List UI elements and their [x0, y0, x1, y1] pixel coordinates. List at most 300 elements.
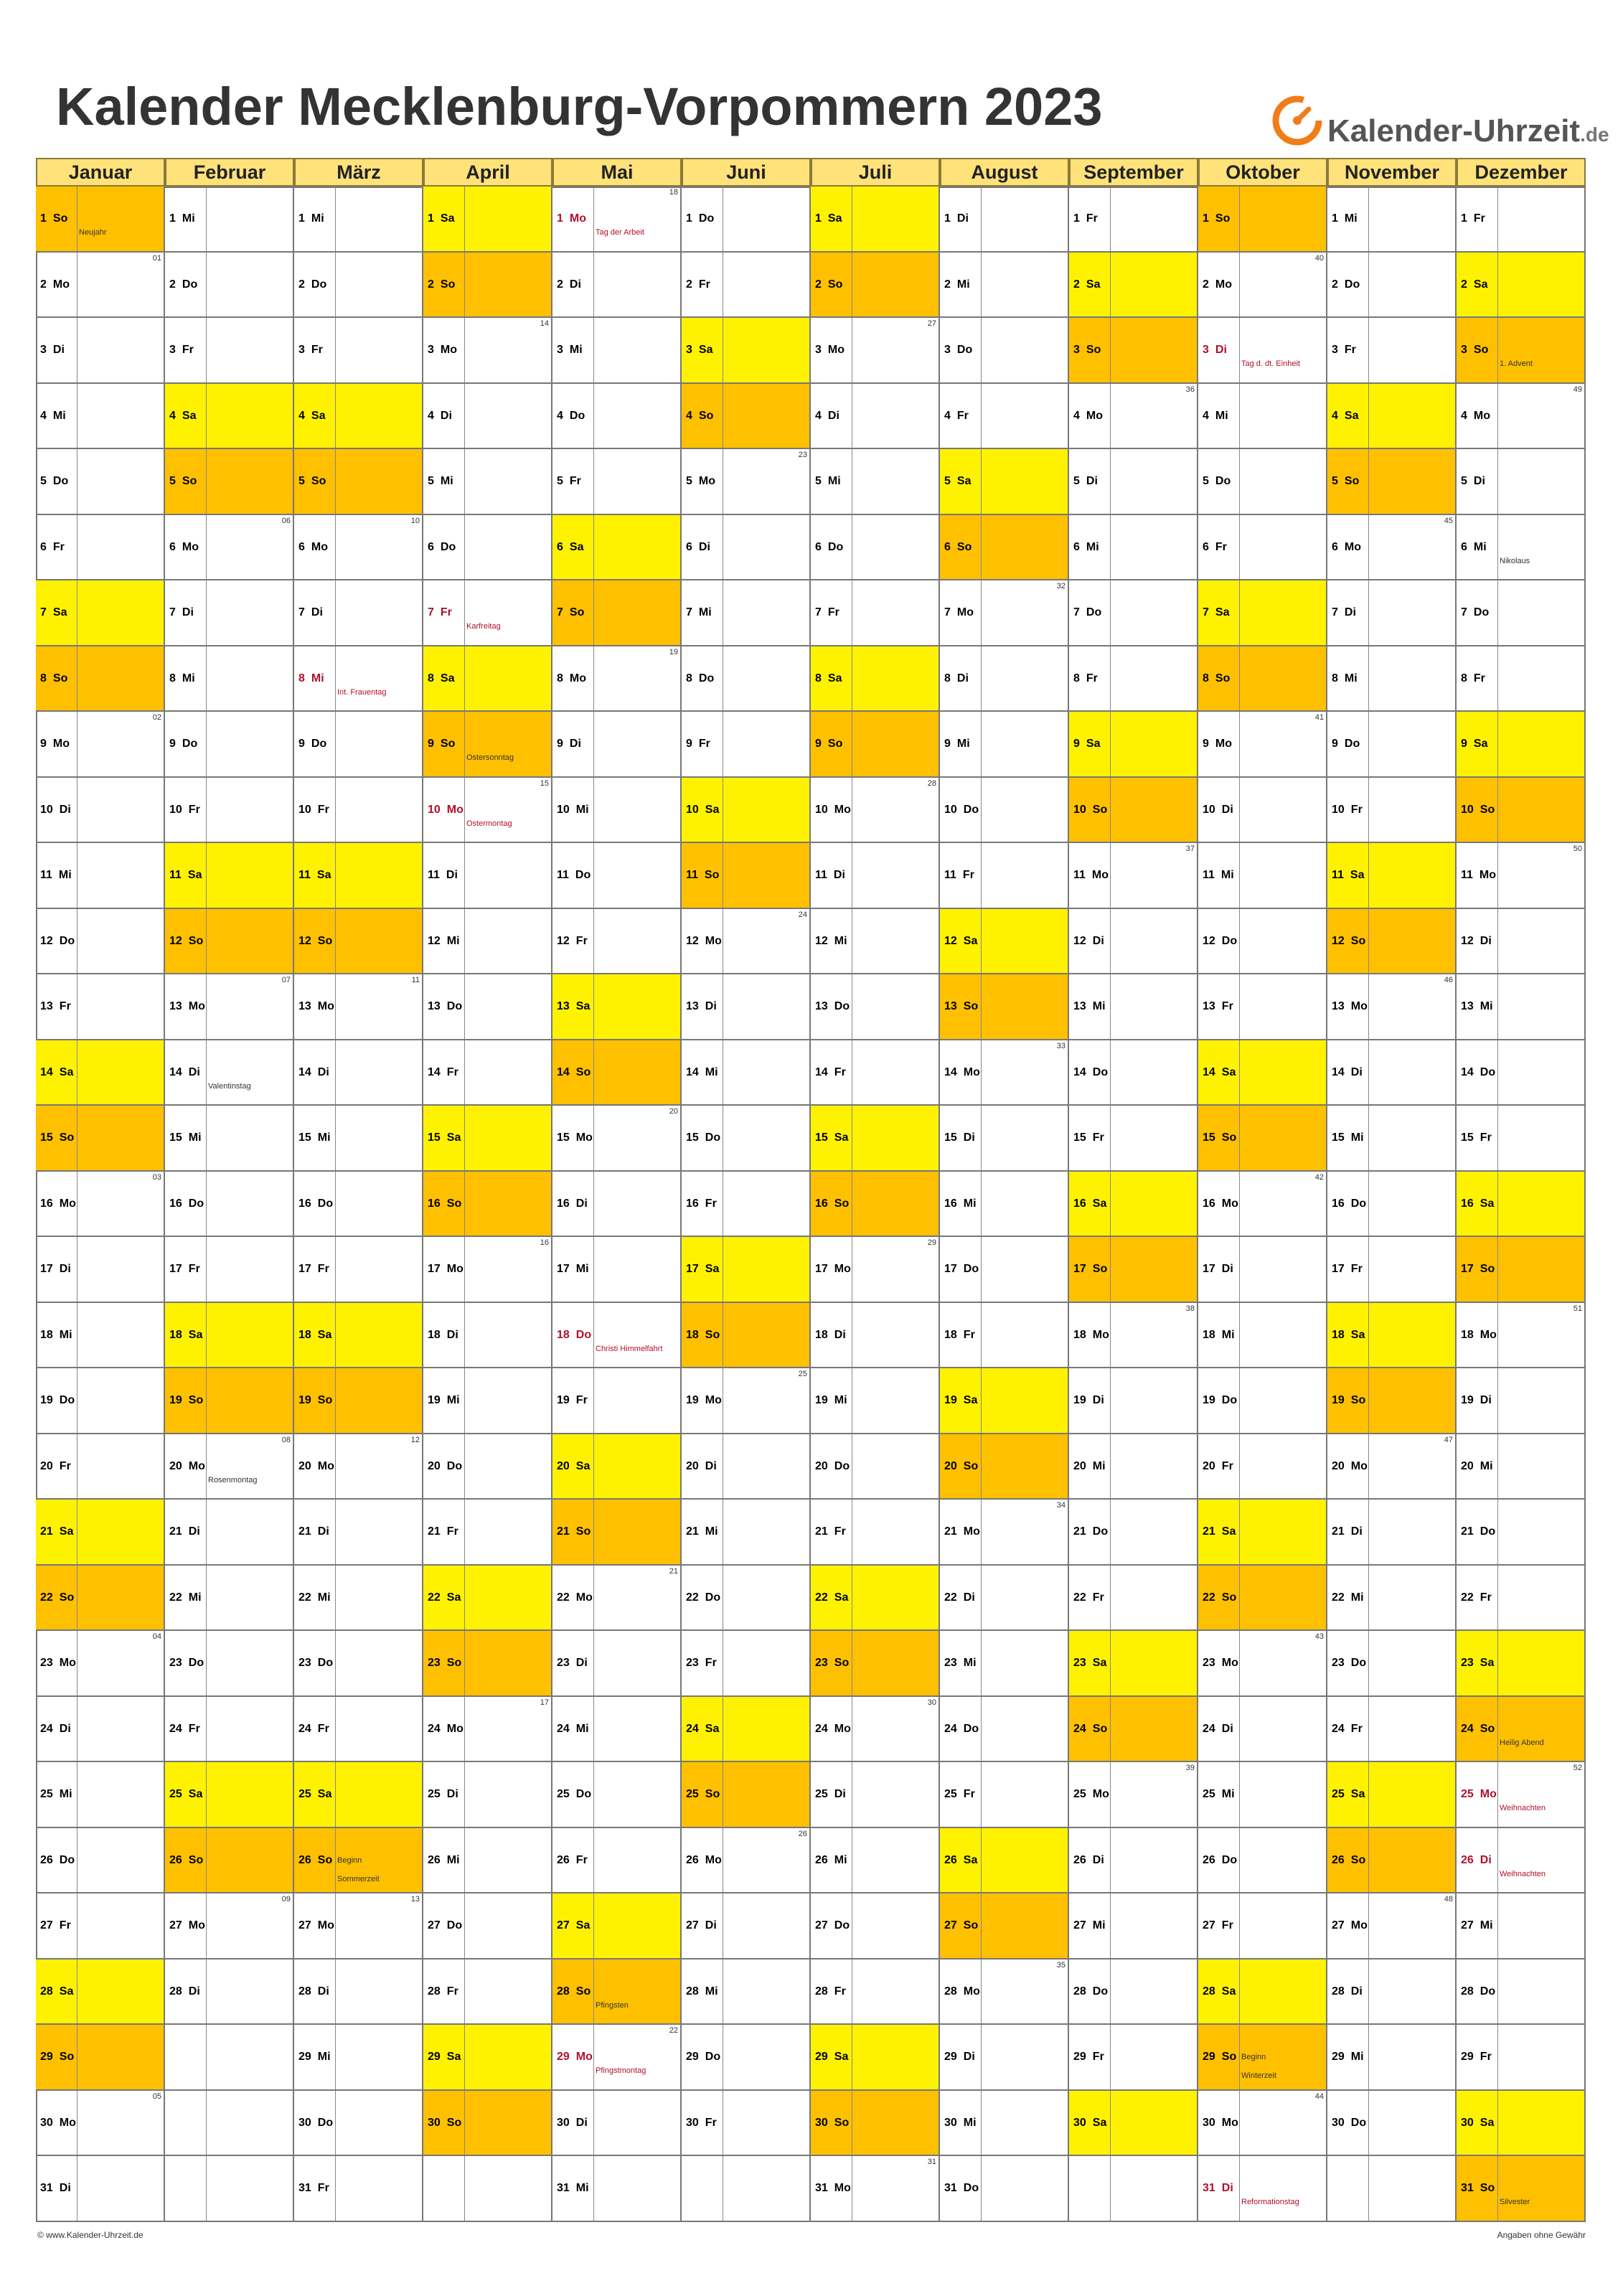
weekday-abbr: Fr — [1479, 1131, 1492, 1144]
year-calendar-grid — [36, 158, 1586, 2229]
day-cell — [423, 646, 552, 712]
weekday-abbr: Di — [188, 1525, 200, 1538]
day-number: 10 — [40, 803, 53, 816]
day-label — [298, 1000, 334, 1013]
day-number: 15 — [1461, 1131, 1474, 1144]
day-label — [815, 278, 842, 291]
day-number: 14 — [944, 1065, 957, 1078]
day-cell — [940, 1959, 1069, 2026]
day-number: 29 — [815, 2051, 828, 2063]
week-number: 09 — [281, 1895, 291, 1904]
weekday-abbr: Mo — [1091, 869, 1109, 881]
holiday-label: Beginn Winterzeit — [1241, 2053, 1276, 2080]
day-number: 26 — [944, 1853, 957, 1866]
month-header: Mai — [552, 158, 682, 187]
day-cell — [552, 1237, 682, 1303]
weekday-abbr: Fr — [575, 934, 588, 947]
weekday-abbr: Mi — [1215, 409, 1228, 422]
month-header: Oktober — [1198, 158, 1327, 187]
day-label — [1461, 1460, 1493, 1473]
day-number: 27 — [1332, 1919, 1345, 1932]
day-number: 12 — [40, 934, 53, 947]
day-cell — [940, 1893, 1069, 1959]
weekday-abbr: Mo — [446, 1263, 464, 1275]
weekday-abbr: Sa — [1215, 606, 1230, 618]
day-cell — [1198, 2156, 1327, 2222]
day-number: 16 — [40, 1197, 53, 1210]
holiday-label: Neujahr — [79, 228, 107, 237]
day-label — [686, 344, 712, 357]
week-number: 48 — [1444, 1895, 1453, 1904]
weekday-abbr: Mi — [705, 1065, 718, 1078]
weekday-abbr: So — [569, 606, 585, 618]
day-number: 9 — [1461, 738, 1467, 750]
day-number: 26 — [169, 1853, 182, 1866]
day-cell — [36, 253, 165, 319]
day-number: 15 — [1073, 1131, 1086, 1144]
day-cell — [294, 778, 423, 844]
weekday-abbr: Sa — [1479, 2116, 1495, 2129]
day-label — [428, 278, 455, 291]
weekday-abbr: Mo — [834, 1263, 851, 1275]
day-number: 25 — [169, 1788, 182, 1800]
day-cell — [165, 1697, 294, 1763]
logo-name: Kalender-Uhrzeit — [1327, 113, 1581, 149]
day-number: 22 — [944, 1591, 957, 1604]
weekday-abbr: So — [1350, 1853, 1366, 1866]
day-label — [686, 1329, 720, 1342]
day-cell — [1198, 1631, 1327, 1697]
weekday-abbr: Do — [1344, 738, 1360, 750]
weekday-abbr: So — [59, 1131, 75, 1144]
weekday-abbr: Fr — [956, 409, 969, 422]
day-cell — [811, 1631, 940, 1697]
day-cell — [1457, 187, 1586, 253]
day-label — [298, 1854, 332, 1867]
day-number: 17 — [1073, 1263, 1086, 1275]
day-label — [1332, 869, 1365, 882]
day-label — [428, 1329, 458, 1342]
day-number: 27 — [40, 1919, 53, 1932]
day-number: 5 — [1073, 475, 1080, 487]
day-number: 18 — [557, 1328, 570, 1341]
day-number: 28 — [557, 1985, 570, 1998]
day-label — [428, 804, 464, 817]
weekday-abbr: So — [704, 869, 720, 881]
day-number: 27 — [428, 1919, 441, 1932]
weekday-abbr: Fr — [1350, 803, 1363, 816]
day-number: 8 — [1203, 672, 1209, 684]
day-cell — [36, 318, 165, 384]
day-label — [1203, 1131, 1236, 1144]
weekday-abbr: Fr — [1350, 1722, 1363, 1735]
weekday-abbr: Di — [188, 1985, 200, 1998]
day-label — [1203, 475, 1231, 488]
day-cell — [1457, 646, 1586, 712]
weekday-abbr: Sa — [446, 1131, 461, 1144]
weekday-abbr: Do — [1350, 1657, 1367, 1669]
weekday-abbr: So — [317, 934, 333, 947]
weekday-abbr: Mi — [575, 803, 589, 816]
day-number: 2 — [40, 278, 47, 291]
holiday-label: Karfreitag — [466, 622, 501, 631]
day-number: 28 — [1203, 1985, 1215, 1998]
day-number: 29 — [1203, 2051, 1215, 2063]
day-cell — [682, 1697, 811, 1763]
empty-cell — [165, 2091, 294, 2157]
day-number: 26 — [40, 1853, 53, 1866]
weekday-abbr: Sa — [1473, 278, 1488, 291]
page-title: Kalender Mecklenburg-Vorpommern 2023 — [56, 77, 1103, 136]
day-label — [40, 672, 67, 685]
weekday-abbr: Fr — [317, 803, 329, 816]
day-label — [686, 1131, 720, 1144]
day-number: 28 — [1073, 1985, 1086, 1998]
day-number: 3 — [944, 344, 951, 356]
day-cell — [1069, 2025, 1198, 2091]
weekday-abbr: Fr — [963, 1788, 975, 1800]
day-label — [1073, 804, 1107, 817]
day-number: 6 — [557, 540, 563, 553]
weekday-abbr: Di — [569, 278, 581, 291]
day-cell — [1327, 1434, 1457, 1500]
weekday-abbr: Mo — [1215, 278, 1233, 291]
day-number: 27 — [686, 1919, 699, 1932]
weekday-abbr: So — [440, 278, 456, 291]
day-label — [428, 1460, 462, 1473]
day-number: 30 — [1461, 2116, 1474, 2129]
day-label — [428, 738, 455, 751]
empty-cell — [1327, 2156, 1457, 2222]
weekday-abbr: So — [575, 1525, 591, 1538]
day-cell — [552, 646, 682, 712]
day-label — [298, 1788, 331, 1801]
day-number: 2 — [1203, 278, 1209, 291]
day-cell — [1327, 1368, 1457, 1434]
day-cell — [36, 1040, 165, 1106]
weekday-abbr: So — [834, 1197, 850, 1210]
day-label — [815, 1460, 850, 1473]
day-cell — [294, 1762, 423, 1828]
day-number: 19 — [1461, 1394, 1474, 1406]
day-label — [815, 2051, 848, 2064]
day-number: 12 — [686, 934, 699, 947]
day-number: 26 — [1461, 1853, 1474, 1866]
day-cell — [294, 1697, 423, 1763]
weekday-abbr: So — [1215, 672, 1231, 684]
day-cell — [1327, 646, 1457, 712]
day-label — [40, 1788, 72, 1801]
weekday-abbr: Mi — [956, 738, 970, 750]
day-cell — [682, 843, 811, 909]
day-number: 16 — [298, 1197, 311, 1210]
month-header: Juni — [682, 158, 811, 187]
day-cell — [1198, 515, 1327, 581]
day-label — [944, 1985, 980, 1998]
weekday-abbr: Mo — [446, 803, 464, 816]
weekday-abbr: Do — [311, 738, 327, 750]
day-number: 20 — [686, 1459, 699, 1472]
weekday-abbr: Di — [833, 869, 845, 881]
day-cell — [682, 580, 811, 646]
day-label — [1203, 1198, 1238, 1210]
day-label — [298, 672, 324, 685]
week-number: 37 — [1185, 844, 1195, 853]
holiday-label: Beginn Sommerzeit — [337, 1855, 380, 1883]
day-cell — [682, 384, 811, 450]
day-label — [1203, 2117, 1238, 2130]
day-cell — [682, 1762, 811, 1828]
weekday-abbr: So — [188, 1394, 204, 1406]
day-number: 30 — [1203, 2116, 1215, 2129]
day-label — [944, 1066, 980, 1079]
day-cell — [1327, 909, 1457, 975]
day-label — [1073, 935, 1104, 948]
day-label — [686, 1854, 722, 1867]
day-number: 7 — [1073, 606, 1080, 618]
day-cell — [940, 778, 1069, 844]
day-number: 1 — [1203, 212, 1209, 225]
day-cell — [294, 2091, 423, 2157]
day-cell — [423, 1434, 552, 1500]
weekday-abbr: So — [963, 1000, 979, 1012]
day-label — [944, 1394, 977, 1407]
day-label — [40, 804, 71, 817]
day-number: 17 — [686, 1263, 699, 1275]
weekday-abbr: Do — [1350, 2116, 1367, 2129]
day-cell — [1327, 1566, 1457, 1632]
day-number: 26 — [298, 1853, 311, 1866]
day-cell — [552, 384, 682, 450]
day-number: 10 — [1203, 803, 1215, 816]
day-label — [1203, 1657, 1238, 1670]
day-number: 3 — [40, 344, 47, 356]
weekday-abbr: Mo — [705, 1853, 722, 1866]
day-number: 16 — [428, 1197, 441, 1210]
day-label — [557, 212, 586, 225]
day-cell — [294, 2025, 423, 2091]
day-cell — [1198, 1762, 1327, 1828]
day-number: 13 — [1203, 1000, 1215, 1012]
weekday-abbr: Di — [59, 803, 71, 816]
day-cell — [294, 712, 423, 778]
day-cell — [1069, 449, 1198, 515]
weekday-abbr: Fr — [1086, 212, 1098, 225]
day-label — [944, 278, 970, 291]
day-cell — [165, 1762, 294, 1828]
week-number: 24 — [798, 910, 807, 919]
weekday-abbr: Fr — [575, 1394, 588, 1406]
day-label — [1461, 278, 1487, 291]
day-number: 2 — [1332, 278, 1338, 291]
week-number: 19 — [669, 647, 678, 657]
day-cell — [165, 712, 294, 778]
day-label — [944, 1854, 977, 1867]
weekday-abbr: Mo — [1344, 540, 1362, 553]
day-label — [1332, 672, 1358, 685]
empty-cell — [165, 2025, 294, 2091]
day-cell — [165, 1959, 294, 2026]
day-cell — [552, 253, 682, 319]
weekday-abbr: Mi — [59, 1788, 72, 1800]
day-cell — [940, 515, 1069, 581]
day-cell — [682, 1237, 811, 1303]
day-number: 21 — [1203, 1525, 1215, 1538]
day-cell — [1457, 1959, 1586, 2026]
day-number: 12 — [428, 934, 441, 947]
weekday-abbr: Mo — [188, 1000, 205, 1012]
day-label — [1203, 278, 1232, 291]
day-cell — [552, 712, 682, 778]
weekday-abbr: Di — [317, 1985, 329, 1998]
day-cell — [1198, 646, 1327, 712]
weekday-abbr: So — [834, 2116, 850, 2129]
day-label — [686, 1919, 717, 1932]
week-number: 34 — [1056, 1501, 1065, 1510]
day-label — [815, 1985, 846, 1998]
day-cell — [1069, 778, 1198, 844]
weekday-abbr: Fr — [834, 1065, 846, 1078]
day-cell — [36, 449, 165, 515]
day-cell — [552, 1893, 682, 1959]
day-cell — [165, 580, 294, 646]
day-cell — [811, 253, 940, 319]
day-number: 25 — [557, 1788, 570, 1800]
day-number: 22 — [1461, 1591, 1474, 1604]
day-cell — [1457, 1040, 1586, 1106]
week-number: 13 — [410, 1895, 420, 1904]
weekday-abbr: So — [1344, 475, 1360, 487]
day-label — [1332, 475, 1359, 488]
day-cell — [423, 1566, 552, 1632]
weekday-abbr: Do — [963, 803, 979, 816]
day-label — [298, 278, 326, 291]
day-cell — [1069, 646, 1198, 712]
day-number: 1 — [428, 212, 434, 225]
day-number: 21 — [169, 1525, 182, 1538]
day-label — [1332, 738, 1360, 751]
weekday-abbr: Mi — [317, 2051, 331, 2063]
weekday-abbr: So — [698, 409, 714, 422]
day-label — [944, 804, 979, 817]
week-number: 06 — [281, 516, 291, 525]
day-label — [1073, 212, 1098, 225]
day-number: 4 — [1332, 409, 1338, 422]
day-label — [298, 1263, 329, 1276]
weekday-abbr: Do — [446, 1459, 463, 1472]
weekday-abbr: Do — [705, 2051, 721, 2063]
day-label — [169, 410, 196, 423]
day-label — [428, 1657, 461, 1670]
day-label — [557, 475, 581, 488]
day-number: 29 — [298, 2051, 311, 2063]
weekday-abbr: Mi — [1092, 1000, 1106, 1012]
day-number: 21 — [1332, 1525, 1345, 1538]
day-number: 17 — [1203, 1263, 1215, 1275]
day-number: 5 — [40, 475, 47, 487]
weekday-abbr: Mo — [569, 212, 587, 225]
day-number: 13 — [815, 1000, 828, 1012]
week-number: 38 — [1185, 1304, 1195, 1313]
day-cell — [1457, 1237, 1586, 1303]
day-cell — [811, 843, 940, 909]
day-label — [40, 1263, 71, 1276]
day-cell — [294, 1172, 423, 1238]
holiday-label: 1. Advent — [1500, 359, 1533, 368]
day-label — [40, 1591, 74, 1604]
day-number: 12 — [815, 934, 828, 947]
day-number: 29 — [686, 2051, 699, 2063]
day-cell — [940, 974, 1069, 1040]
weekday-abbr: Do — [705, 1591, 721, 1604]
weekday-abbr: Mo — [317, 1459, 334, 1472]
day-cell — [682, 1828, 811, 1894]
day-label — [1203, 1263, 1233, 1276]
day-label — [686, 1066, 718, 1079]
day-label — [169, 672, 195, 685]
week-number: 49 — [1573, 385, 1582, 394]
day-label — [1332, 1657, 1366, 1670]
weekday-abbr: Mi — [446, 1394, 460, 1406]
day-cell — [1069, 1368, 1198, 1434]
day-label — [686, 410, 713, 423]
weekday-abbr: Sa — [705, 1263, 720, 1275]
day-cell — [552, 1368, 682, 1434]
day-label — [1461, 738, 1487, 751]
weekday-abbr: So — [956, 540, 972, 553]
day-label — [557, 1525, 591, 1538]
day-number: 19 — [428, 1394, 441, 1406]
day-number: 17 — [1332, 1263, 1345, 1275]
day-cell — [940, 1368, 1069, 1434]
weekday-abbr: So — [1215, 212, 1231, 225]
weekday-abbr: Fr — [1221, 1459, 1233, 1472]
weekday-abbr: So — [705, 1788, 720, 1800]
day-label — [40, 1723, 71, 1736]
weekday-abbr: Sa — [834, 2051, 849, 2063]
weekday-abbr: Mi — [182, 212, 195, 225]
weekday-abbr: Mo — [705, 1394, 722, 1406]
weekday-abbr: Fr — [698, 738, 710, 750]
day-cell — [1457, 2025, 1586, 2091]
weekday-abbr: So — [1479, 803, 1495, 816]
day-label — [557, 1657, 588, 1670]
day-number: 31 — [40, 2182, 53, 2194]
day-cell — [1198, 778, 1327, 844]
holiday-label: Pfingstmontag — [596, 2066, 646, 2075]
day-number: 8 — [169, 672, 176, 684]
day-cell — [552, 909, 682, 975]
day-number: 31 — [815, 2182, 828, 2194]
weekday-abbr: So — [963, 1919, 979, 1932]
day-label — [298, 410, 325, 423]
day-cell — [811, 909, 940, 975]
day-number: 12 — [298, 934, 311, 947]
day-cell — [36, 1631, 165, 1697]
week-number: 35 — [1056, 1960, 1065, 1970]
day-cell — [1327, 1303, 1457, 1369]
weekday-abbr: Di — [1479, 1853, 1492, 1866]
day-number: 13 — [944, 1000, 957, 1012]
day-number: 19 — [169, 1394, 182, 1406]
day-cell — [1327, 1828, 1457, 1894]
weekday-abbr: Di — [963, 1591, 975, 1604]
day-label — [1073, 1985, 1108, 1998]
day-number: 7 — [40, 606, 47, 618]
day-cell — [36, 1762, 165, 1828]
day-cell — [1457, 384, 1586, 450]
day-number: 2 — [169, 278, 176, 291]
